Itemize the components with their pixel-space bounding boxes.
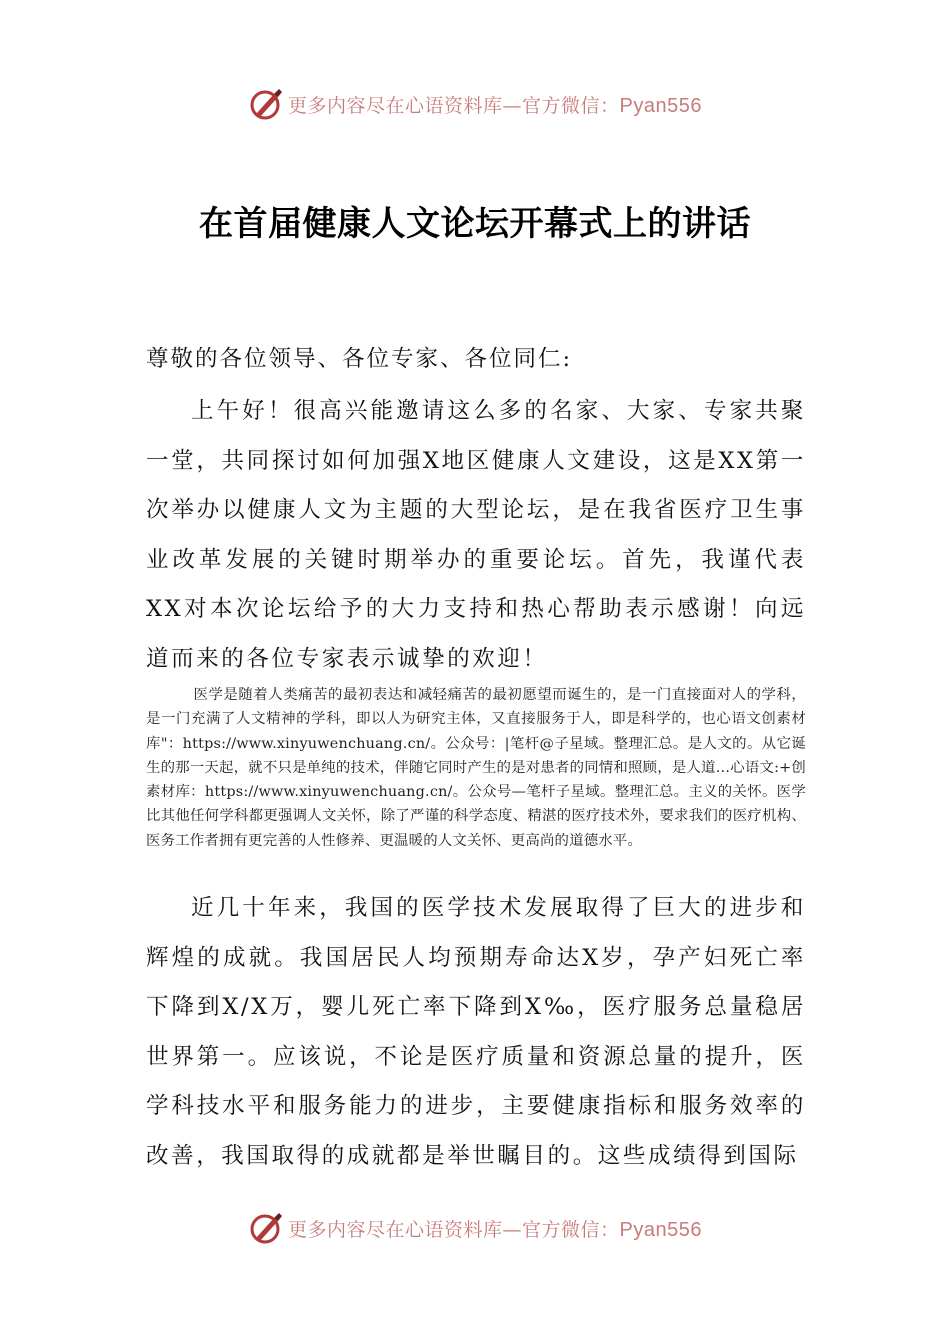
pen-circle-logo-icon [248, 1210, 284, 1246]
paragraph-medicine-humanities: 医学是随着人类痛苦的最初表达和减轻痛苦的最初愿望而诞生的，是一门直接面对人的学科，是一门充满了人文精神的学科，即以人为研究主体，又直接服务于人，即是科学的，也心语文创素材库"：https://www.xinyuwenchuang.cn/。公众号：|笔杆@子星域。整理汇总。是人文的。从它诞生的那一天起，就不只是单纯的技术，伴随它同时产生的是对患者的同情和照顾，是人道…心语文:+创素材库：https://www.xinyuwenchuang.cn/。公众号—笔杆子星域。整理汇总。主义的关怀。医学比其他任何学科都更强调人文关怀，除了严谨的科学态度、精湛的医疗技术外，要求我们的医疗机构、医务工作者拥有更完善的人性修养、更温暖的人文关怀、更高尚的道德水平。 [146, 687, 806, 849]
document-title: 在首届健康人文论坛开幕式上的讲话 [199, 204, 751, 244]
banner-text: 更多内容尽在心语资料库—官方微信：Pyan556 [288, 1218, 702, 1241]
banner-text: 更多内容尽在心语资料库—官方微信：Pyan556 [288, 94, 702, 117]
greeting: 尊敬的各位领导、各位专家、各位同仁: [146, 346, 573, 372]
pen-circle-logo-icon [248, 86, 284, 122]
header-banner [0, 84, 950, 124]
wechat-id: Pyan556 [619, 94, 702, 117]
footer-banner [0, 1208, 950, 1248]
wechat-id: Pyan556 [619, 1218, 702, 1241]
paragraph-achievements: 近几十年来，我国的医学技术发展取得了巨大的进步和辉煌的成就。我国居民人均预期寿命达X岁，孕产妇死亡率下降到X/X万，婴儿死亡率下降到X‰，医疗服务总量稳居世界第一。应该说，不论是医疗质量和资源总量的提升，医学科技水平和服务能力的进步，主要健康指标和服务效率的改善，我国取得的成就都是举世瞩目的。这些成绩得到国际 [146, 895, 806, 1169]
paragraph-welcome: 上午好！很高兴能邀请这么多的名家、大家、专家共聚一堂，共同探讨如何加强X地区健康人文建设，这是XX第一次举办以健康人文为主题的大型论坛，是在我省医疗卫生事业改革发展的关键时期举办的重要论坛。首先，我谨代表XX对本次论坛给予的大力支持和热心帮助表示感谢！向远道而来的各位专家表示诚挚的欢迎！ [146, 398, 806, 672]
